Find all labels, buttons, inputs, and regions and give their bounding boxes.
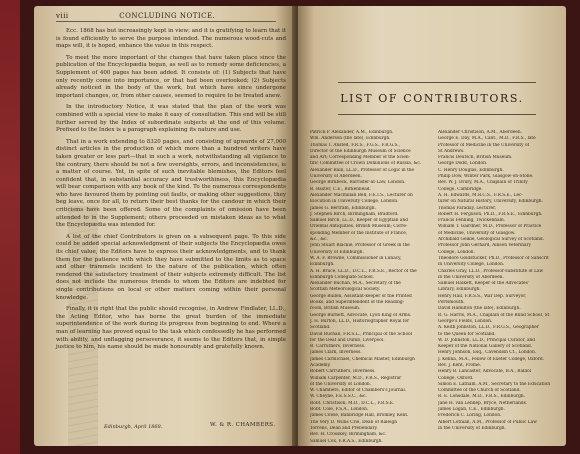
contributor-line: Robert H. Ferguson, Ph.D., F.R.S.E., Edinburgh. — [438, 211, 543, 217]
contributor-line: in the University of Aberdeen. — [438, 274, 504, 280]
contributor-line: Academy. — [310, 362, 331, 368]
contributor-line: C. Henry Douglas, Edinburgh. — [438, 167, 504, 173]
contributor-line: James Clark, Inverness. — [310, 350, 362, 356]
contributor-line: St Andrews. — [438, 148, 465, 154]
contributors-column-left — [310, 130, 432, 445]
paragraph: Ecc. 1868 has but increasingly kept in view; and it is gratifying to learn that it is found efficiently to serve the purpose intended. The numerous wood-cuts and maps will, it is hoped, enhance the value in this respect. — [56, 28, 286, 50]
contributor-line: in the University of Edinburgh. — [438, 425, 506, 431]
contributor-line: W. Cheyne, F.E.S.S.C., &c. — [310, 394, 367, 400]
place-date: Edinburgh, April 1868. — [104, 424, 163, 430]
contributor-line: Alexander Bain, LL.D., Professor of Logic in the — [310, 167, 415, 173]
contributor-line: room, British Museum. — [310, 306, 361, 312]
contributor-line: W. Chambers, Editor of Chambers's Journal. — [310, 388, 407, 394]
contributor-line: of the University of London. — [310, 381, 372, 387]
contributor-line: Simon E. Latham, A.M., Secretary to the Education — [438, 381, 551, 387]
contributor-line: J. Stephen Birch, Birmingham, Bradford. — [310, 211, 399, 217]
contributor-line: R. G. Harris, M.A., Chaplain of the Blind School, St — [438, 312, 550, 318]
contributor-line: University of Edinburgh. — [310, 249, 364, 255]
contributor-line: University of Aberdeen. — [310, 174, 362, 180]
contributor-line: R. Carruthers, Inverness. — [310, 344, 366, 350]
contributor-line: R. E. Lonsdale, M.D., F.R.S., Edinburgh. — [438, 394, 526, 400]
contributor-line: Rev. W. J. Drury, M.A., Chaplain of Trinity — [438, 180, 528, 186]
contributor-line: William T. Gairdner, M.D., Professor of Practice — [438, 224, 542, 230]
contributor-line: R. Baxter, C.E., Birkenhead. — [310, 186, 371, 192]
contributor-line: Wm. Anderson (the late), Edinburgh. — [310, 136, 391, 142]
contributors-title: LIST OF CONTRIBUTORS. — [340, 92, 524, 105]
contributor-line: Portsmouth. — [438, 300, 465, 306]
contributor-line: Edinburgh Collegiate School. — [310, 274, 375, 280]
contributor-line: Rev. H. Crosskey, Birmingham, &c. — [310, 432, 387, 438]
contributor-line: Scotland. — [310, 325, 331, 331]
contributor-line: A. H. Edwards, M.R.C.S., F.R.S.E., Lec- — [438, 192, 523, 198]
contributor-line: Patrick P. Alexander, A.M., Edinburgh. — [310, 130, 394, 135]
contributor-line: James Cowie, Banbridge Hall, Bromley, Kent. — [310, 413, 409, 419]
contributor-line: W. D. Johnston, LL.D., Principal Curator, and — [438, 337, 536, 343]
paragraph: In the introductory Notice, it was stated that the plan of the work was combined with a special view to make it easy of consultation. This end will be still further served by the Index of subordinate subjects at the end of this volume. Prefixed to the Index is a paragraph explaining its nature and use. — [56, 104, 286, 134]
contributor-line: and Art; Corresponding Member of the Scien- — [310, 155, 411, 161]
contributor-line: Scottish Meteorological Society. — [310, 287, 381, 293]
contributor-line: tific Committee of Crown Dominions of Russia, &c. — [310, 161, 422, 167]
contributor-line: W. A. F. Browne, Commissioner in Lunacy, — [310, 255, 402, 261]
contributor-line: Robt. Christison, M.D., D.C.L., F.R.S.E. — [310, 400, 395, 406]
contributor-line: A. Keith Johnston, LL.D., F.R.G.S., Geographer — [438, 325, 539, 331]
page-number: viii — [56, 12, 69, 20]
contributor-line: James Logan, C.E., Edinburgh. — [438, 407, 505, 413]
left-page — [34, 6, 296, 446]
contributor-line: James Carmichael, Chemical Master, Edinburgh — [310, 356, 415, 362]
right-page — [298, 6, 566, 446]
title-rule-bottom — [338, 114, 536, 115]
contributor-line: Henry Hall, F.R.S.S., War Dep. Surveyor, — [438, 293, 527, 299]
contributor-line: Robert Carruthers, Inverness. — [310, 369, 376, 375]
contributor-line: Francis Deutsch, British Museum. — [438, 155, 513, 161]
paragraph: Finally, it is right that the public should recognise, in Andrew Findlater, LL.D., the Acting Editor, who has borne the great burden of the immediate superintendence of the work during its progress from beginning to end. Where a man of learning has proved equal to the task which confessedly he has performed with ability, and unflagging perseverance, it seems to the Editors that, in simple justice to him, his name should be made honourably and gratefully known. — [56, 306, 286, 351]
contributor-line: Torrens, Dean and Prebendary. — [310, 425, 378, 431]
contributor-line: College, Oxford. — [438, 375, 474, 381]
contributor-line: Rev. J. Kent, Frome. — [438, 362, 482, 368]
contributor-line: Archibald Geikie, Geological Survey of Scotland. — [438, 237, 545, 243]
contributor-line: Alexander Christison, A.M., Aberdeen. — [438, 130, 522, 135]
contributor-line: James G. Bertram, Edinburgh. — [310, 205, 376, 211]
contributor-line: Committee of the Church of Scotland. — [438, 388, 521, 394]
contributor-line: Thomas T. Ansted, F.R.S., F.G.S., F.R.G.S., — [310, 142, 401, 148]
contributor-line: George Birkbeck, Barrister-at-Law, London. — [310, 180, 406, 186]
contributor-line: George E. Day, M.A., Cant., M.D., F.R.S., late — [438, 136, 536, 142]
contributor-line: Professor of Medicine in the University of — [438, 142, 530, 148]
running-head-title: CONCLUDING NOTICE. — [119, 12, 216, 20]
paragraph: A list of the chief Contributors is given on a subsequent page. To this side could be added special acknowledgment of their subjects the Encyclopædia owes its chief value, the Editors have to express their acknowledgments, and to thank them for the patience with which they have submitted to the limits as to space and other trammels incident to the nature of the publication, which often rendered the satisfactory treatment of their subjects extremely difficult. The list does not include the numerous friends to whom the Editors are indebted for single contributions on local or other matters coming within their personal knowledge. — [56, 233, 286, 301]
contributor-line: Samuel Cox, F.R.A.S., Edinburgh. — [310, 438, 383, 444]
contributor-line: George Bullen, Assistant-keeper of the Printed — [310, 293, 412, 299]
contributor-line: David Buchan, F.R.S.L., Principal of the School — [310, 331, 413, 337]
contributor-line: William Carpenter, M.D., F.R.S., Registrar — [310, 375, 402, 381]
contributor-line: Director of the Edinburgh Museum of Science — [310, 148, 411, 154]
contributor-line: John Stuart Blackie, Professor of Greek in the — [310, 243, 410, 249]
contributor-line: J. Kenna, M.A., Fellow of Exeter College, Oxford. — [438, 356, 545, 362]
contributor-line: Theodore Goldstücker, Ph.D., Professor of Sanscrit — [438, 255, 549, 261]
contributor-line: Frederick C. Loring, London. — [438, 413, 502, 419]
title-rule-top — [338, 82, 536, 83]
contributor-line: Robt. Cole, F.S.A., London. — [310, 407, 369, 413]
contributor-line: Samuel Birch, LL.D., Keeper of Egyptian and — [310, 218, 408, 224]
contributor-line: Books, and Superintendent of the Reading- — [310, 300, 405, 306]
contributor-line: &c., &c. — [310, 237, 328, 243]
contributor-line: turer on Natural History, University, Edinburgh. — [438, 199, 543, 205]
contributor-line: sponding Member of the Institute of France, — [310, 230, 408, 236]
contributor-line: Alexander Macmillan Bell, F.E.I.S., Lecturer on — [310, 192, 413, 198]
concluding-notice-text — [56, 28, 286, 356]
contributors-column-right — [438, 130, 560, 445]
contributor-line: Francis Fenning, Twickenham. — [438, 218, 506, 224]
contributor-line: Library, Edinburgh. — [438, 287, 481, 293]
contributor-line: George Burnett, Advocate, Lyon King of Arms. — [310, 312, 412, 318]
contributor-line: Elocution in University College, London. — [310, 199, 399, 205]
paragraph: That in a work extending to 8320 pages, and consisting of upwards of 27,000 distinct articles in the production of which more than a hundred writers have taken greater or less part—that in such a work, notwithstanding all vigilance to the contrary, there should be not a few oversights, errors, and inconsistencies, is a matter of course. Yet, in spite of such inevitable blemishes, the Editors feel confident that, in substantial accuracy and trustworthiness, this Encyclopædia will bear comparison with any book of the kind. To the numerous correspondents who have favoured them by pointing out faults, or making other suggestions, they beg leave, once for all, to return their best thanks for the candour in which their criticisms have been offered. Some of the complaints of omission have been attended to in the Supplement; others proceeded on mistaken ideas as to what the Encyclopædia was intended for. — [56, 138, 286, 229]
contributors-columns — [310, 130, 560, 445]
contributor-line: of Medicine, University of Glasgow. — [438, 230, 516, 236]
contributor-line: College, Cambridge. — [438, 186, 483, 192]
contributor-line: Albert Lothian, A.M., Professor of Public Law — [438, 419, 537, 425]
contributor-line: to the Queen for Scotland. — [438, 331, 496, 337]
contributor-line: J. H. Burton, LL.D., Historiographer Royal for — [310, 318, 410, 324]
contributor-line: College, London. — [438, 249, 475, 255]
contributor-line: Thomas Faraday, Lecturer. — [438, 205, 497, 211]
contributor-line: Professor John Gerhard, Allison Veterinary — [438, 243, 532, 249]
contributor-line: in University College, London. — [438, 262, 505, 268]
contributor-line: Henry Johnson, Esq., Cavendish Ct., London. — [438, 350, 537, 356]
contributor-line: A. H. Bruce, LL.D., D.C.L., F.R.S.E., Rector of the — [310, 268, 417, 274]
contributor-line: Philip Dow, Winter Park, Glasgow-on-Stone. — [438, 174, 534, 180]
contributor-line: George's Fields, London. — [438, 318, 493, 324]
contributor-line: Henry B. Lancaster, Advocate, B.A., Balliol — [438, 369, 532, 375]
left-running-head — [56, 12, 276, 22]
contributor-line: for the Deaf and Dumb, Liverpool. — [310, 337, 385, 343]
paragraph: To meet the more important of the changes that have taken place since the publication of the Encyclopædia began, as well as to remedy some deficiencies, a Supplement of 400 pages has been added. It consists of: (1) Subjects that have only recently come into importance, or that had been overlooked; (2) Subjects already noticed in the body of the work, but which have since undergone important changes, or, from other causes, seemed to require to be treated anew. — [56, 54, 286, 99]
contributor-line: Alexander Buchan, M.A., Secretary of the — [310, 281, 401, 287]
contributor-line: David Hamilton (the late), Edinburgh. — [438, 306, 521, 312]
contributor-line: Keeper of the National Gallery of Scotland. — [438, 344, 533, 350]
contributor-line: Samuel Halkett, Keeper of the Advocates' — [438, 281, 529, 287]
contributor-line: Charles Gray, LL.D., Professor-substitute of Law — [438, 268, 544, 274]
signature: W. & R. CHAMBERS. — [210, 422, 276, 428]
contributor-line: Oriental Antiquities, British Museum; Corre- — [310, 224, 408, 230]
contributor-line: The Very D. Willis Crie, Dean of Raleigh — [310, 419, 397, 425]
contributor-line: George Dodd, London. — [438, 161, 488, 167]
contributor-line: Edinburgh. — [310, 262, 335, 268]
contributor-line: Jane H. van Lennep, Bryce, Netherlands. — [438, 400, 528, 406]
